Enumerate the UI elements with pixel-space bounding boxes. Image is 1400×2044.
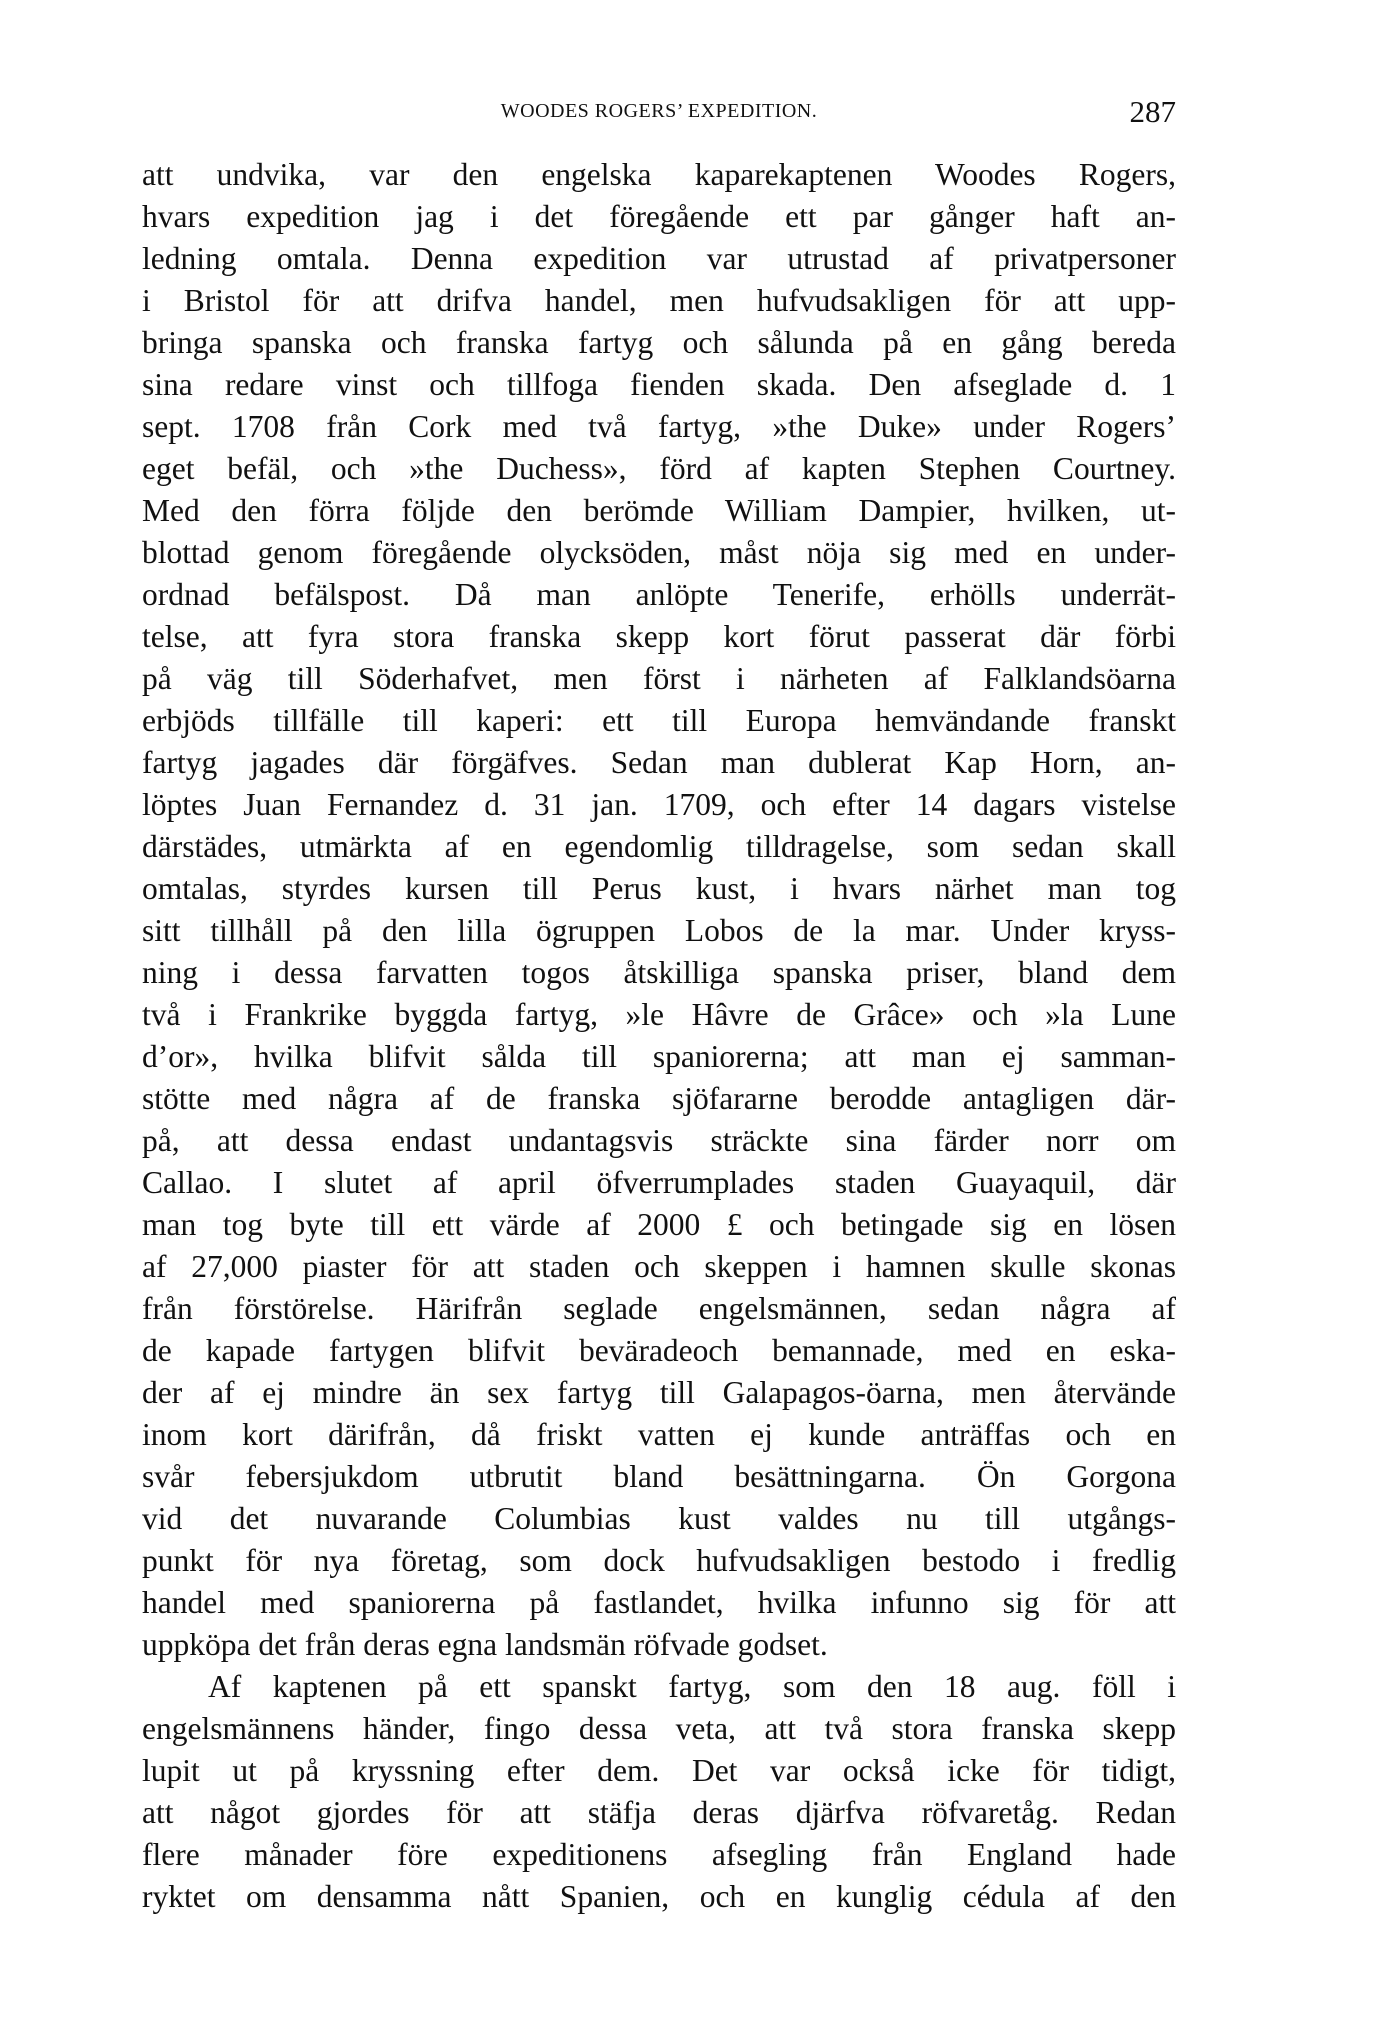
text-line: ledning omtala. Denna expedition var utrustad af privatpersoner xyxy=(142,241,1176,276)
text-line: hvars expedition jag i det föregående ett par gånger haft an- xyxy=(142,199,1176,234)
text-line: löptes Juan Fernandez d. 31 jan. 1709, och efter 14 dagars vistelse xyxy=(142,787,1176,822)
running-header xyxy=(142,94,1176,140)
text-line: vid det nuvarande Columbias kust valdes nu till utgångs- xyxy=(142,1501,1176,1536)
text-line: de kapade fartygen blifvit beväradeoch bemannade, med en eska- xyxy=(142,1333,1176,1368)
text-line: flere månader före expeditionens afsegling från England hade xyxy=(142,1837,1176,1872)
text-line: ryktet om densamma nått Spanien, och en kunglig cédula af den xyxy=(142,1879,1176,1914)
text-line: på väg till Söderhafvet, men först i närheten af Falklandsöarna xyxy=(142,661,1176,696)
text-line: därstädes, utmärkta af en egendomlig tilldragelse, som sedan skall xyxy=(142,829,1176,864)
text-line: handel med spaniorerna på fastlandet, hvilka infunno sig för att xyxy=(142,1585,1176,1620)
text-line: i Bristol för att drifva handel, men hufvudsakligen för att upp- xyxy=(142,283,1176,318)
running-title: WOODES ROGERS’ EXPEDITION. xyxy=(500,100,818,122)
text-line: att undvika, var den engelska kaparekaptenen Woodes Rogers, xyxy=(142,157,1176,192)
text-line: omtalas, styrdes kursen till Perus kust, i hvars närhet man tog xyxy=(142,871,1176,906)
text-line: uppköpa det från deras egna landsmän röfvade godset. xyxy=(142,1627,828,1662)
text-line: sept. 1708 från Cork med två fartyg, »the Duke» under Rogers’ xyxy=(142,409,1176,444)
text-line: ning i dessa farvatten togos åtskilliga spanska priser, bland dem xyxy=(142,955,1176,990)
text-line: från förstörelse. Härifrån seglade engelsmännen, sedan några af xyxy=(142,1291,1176,1326)
text-line: Callao. I slutet af april öfverrumplades staden Guayaquil, där xyxy=(142,1165,1176,1200)
text-line: engelsmännens händer, fingo dessa veta, att två stora franska skepp xyxy=(142,1711,1176,1746)
text-line: lupit ut på kryssning efter dem. Det var också icke för tidigt, xyxy=(142,1753,1176,1788)
text-line: ordnad befälspost. Då man anlöpte Tenerife, erhölls underrät- xyxy=(142,577,1176,612)
text-line: blottad genom föregående olycksöden, måst nöja sig med en under- xyxy=(142,535,1176,570)
text-line: der af ej mindre än sex fartyg till Galapagos-öarna, men återvände xyxy=(142,1375,1176,1410)
text-line: man tog byte till ett värde af 2000 £ och betingade sig en lösen xyxy=(142,1207,1176,1242)
page-number: 287 xyxy=(1129,94,1176,129)
text-line: Med den förra följde den berömde William Dampier, hvilken, ut- xyxy=(142,493,1176,528)
text-line: på, att dessa endast undantagsvis sträckte sina färder norr om xyxy=(142,1123,1176,1158)
text-line: af 27,000 piaster för att staden och skeppen i hamnen skulle skonas xyxy=(142,1249,1176,1284)
paragraph-first-line: Af kaptenen på ett spanskt fartyg, som den 18 aug. föll i xyxy=(208,1669,1176,1704)
text-line: två i Frankrike byggda fartyg, »le Hâvre de Grâce» och »la Lune xyxy=(142,997,1176,1032)
text-line: telse, att fyra stora franska skepp kort förut passerat där förbi xyxy=(142,619,1176,654)
text-line: sitt tillhåll på den lilla ögruppen Lobos de la mar. Under kryss- xyxy=(142,913,1176,948)
text-line: svår febersjukdom utbrutit bland besättningarna. Ön Gorgona xyxy=(142,1459,1176,1494)
text-line: sina redare vinst och tillfoga fienden skada. Den afseglade d. 1 xyxy=(142,367,1176,402)
text-line: att något gjordes för att stäfja deras djärfva röfvaretåg. Redan xyxy=(142,1795,1176,1830)
text-line: eget befäl, och »the Duchess», förd af kapten Stephen Courtney. xyxy=(142,451,1176,486)
text-line: punkt för nya företag, som dock hufvudsakligen bestodo i fredlig xyxy=(142,1543,1176,1578)
text-line: erbjöds tillfälle till kaperi: ett till Europa hemvändande franskt xyxy=(142,703,1176,738)
text-line: stötte med några af de franska sjöfararne berodde antagligen där- xyxy=(142,1081,1176,1116)
text-line: inom kort därifrån, då friskt vatten ej kunde anträffas och en xyxy=(142,1417,1176,1452)
body-text xyxy=(142,154,1176,1918)
text-line: fartyg jagades där förgäfves. Sedan man dublerat Kap Horn, an- xyxy=(142,745,1176,780)
text-line: d’or», hvilka blifvit sålda till spaniorerna; att man ej samman- xyxy=(142,1039,1176,1074)
text-line: bringa spanska och franska fartyg och sålunda på en gång bereda xyxy=(142,325,1176,360)
